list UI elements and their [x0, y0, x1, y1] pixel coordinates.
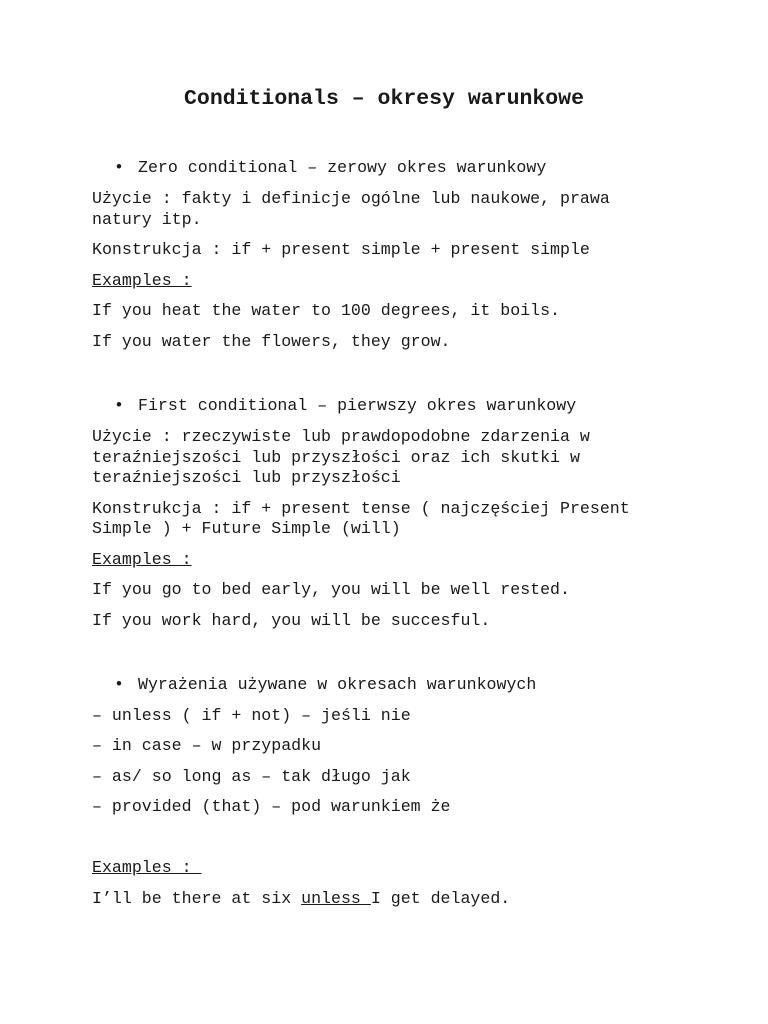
- examples-label: Examples :: [92, 271, 192, 290]
- section-heading-text: Zero conditional – zerowy okres warunkowy: [138, 158, 547, 177]
- underlined-keyword: unless: [301, 889, 371, 908]
- section-heading-zero-conditional: [114, 158, 546, 179]
- example-sentence: I’ll be there at six unless I get delayed.: [92, 889, 511, 908]
- bullet-icon: •: [114, 158, 124, 177]
- section-heading-text: First conditional – pierwszy okres warunkowy: [138, 396, 577, 415]
- bullet-icon: •: [114, 396, 124, 415]
- example-sentence: If you work hard, you will be succesful.: [92, 611, 491, 630]
- usage-line: Użycie : fakty i definicje ogólne lub naukowe, prawa: [92, 189, 610, 208]
- usage-line: teraźniejszości lub przyszłości oraz ich skutki w: [92, 448, 580, 467]
- examples-label: Examples :: [92, 550, 192, 569]
- examples-label: Examples :: [92, 858, 202, 877]
- section-heading-expressions: [114, 675, 536, 696]
- expression-item: – unless ( if + not) – jeśli nie: [92, 706, 411, 725]
- example-sentence: If you water the flowers, they grow.: [92, 332, 451, 351]
- expression-item: – as/ so long as – tak długo jak: [92, 767, 411, 786]
- example-sentence: If you go to bed early, you will be well rested.: [92, 580, 570, 599]
- usage-line: Użycie : rzeczywiste lub prawdopodobne zdarzenia w: [92, 427, 590, 446]
- construction-line: Konstrukcja : if + present simple + present simple: [92, 240, 590, 259]
- expression-item: – in case – w przypadku: [92, 736, 322, 755]
- example-sentence: If you heat the water to 100 degrees, it boils.: [92, 301, 561, 320]
- usage-line: teraźniejszości lub przyszłości: [92, 468, 401, 487]
- construction-line: Konstrukcja : if + present tense ( najczęściej Present: [92, 499, 630, 518]
- bullet-icon: •: [114, 675, 124, 694]
- page-title: Conditionals – okresy warunkowe: [184, 87, 584, 111]
- construction-line: Simple ) + Future Simple (will): [92, 519, 401, 538]
- section-heading-text: Wyrażenia używane w okresach warunkowych: [138, 675, 537, 694]
- usage-line: natury itp.: [92, 210, 202, 229]
- expression-item: – provided (that) – pod warunkiem że: [92, 797, 451, 816]
- section-heading-first-conditional: [114, 396, 576, 417]
